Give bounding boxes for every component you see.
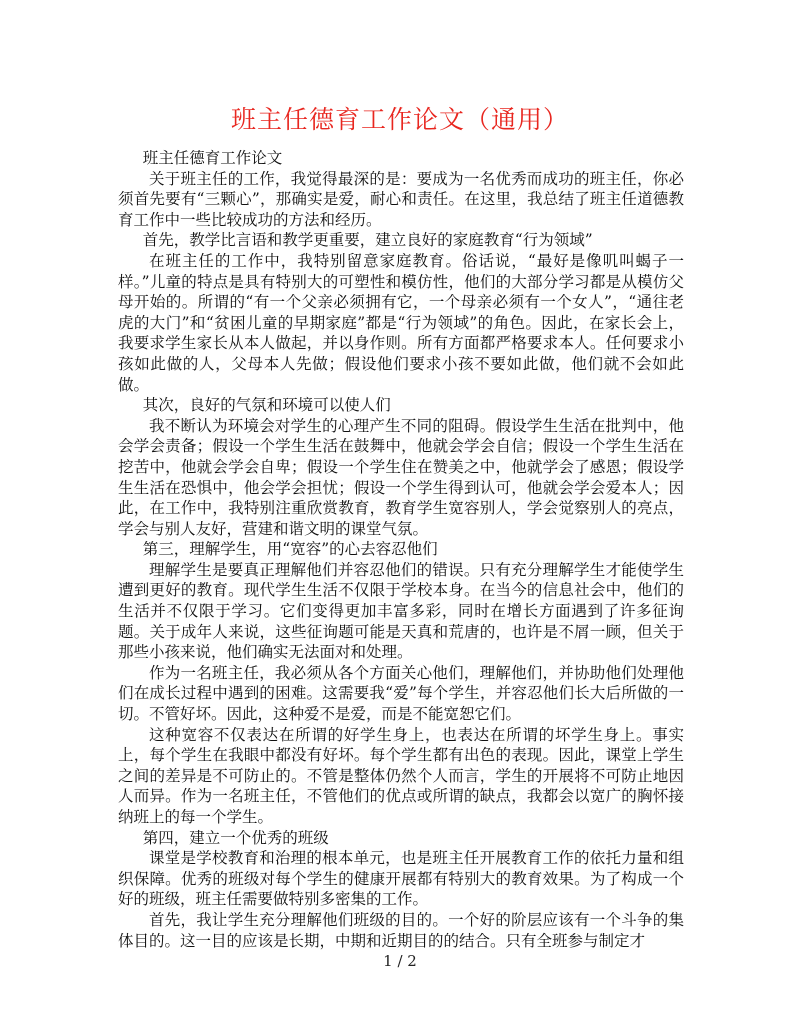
section-heading: 第四，建立一个优秀的班级: [142, 828, 329, 847]
paragraph: 这种宽容不仅表达在所谓的好学生身上，也表达在所谓的坏学生身上。事实上，每个学生在我眼中都没有好坏。每个学生都有出色的表现。因此，课堂上学生之间的差异是不可防止的。不管是整体仍然个人而言，学生的开展将不可防止地因人而异。作为一名班主任，不管他们的优点或所谓的缺点，我都会以宽广的胸怀接纳班上的每一个学生。: [118, 725, 684, 826]
section-heading: 第三，理解学生，用“宽容”的心去容忍他们: [142, 540, 438, 559]
document-body: [118, 148, 684, 951]
section-heading: 其次，良好的气氛和环境可以使人们: [142, 396, 391, 415]
paragraph: 理解学生是要真正理解他们并容忍他们的错误。只有充分理解学生才能使学生遭到更好的教育。现代学生生活不仅限于学校本身。在当今的信息社会中，他们的生活并不仅限于学习。它们变得更加丰富多彩，同时在增长方面遇到了许多征询题。关于成年人来说，这些征询题可能是天真和荒唐的，也许是不屑一顾，但关于那些小孩来说，他们确实无法面对和处理。: [118, 560, 684, 662]
paragraph: 首先，我让学生充分理解他们班级的目的。一个好的阶层应该有一个斗争的集体目的。这一目的应该是长期，中期和近期目的的结合。只有全班参与制定才: [118, 910, 684, 950]
paragraph: 课堂是学校教育和治理的根本单元，也是班主任开展教育工作的依托力量和组织保障。优秀的班级对每个学生的健康开展都有特别大的教育效果。为了构成一个好的班级，班主任需要做特别多密集的工作。: [118, 849, 684, 909]
paragraph: 我不断认为环境会对学生的心理产生不同的阻碍。假设学生生活在批判中，他会学会责备；假设一个学生生活在鼓舞中，他就会学会自信；假设一个学生生活在挖苦中，他就会学会自卑；假设一个学生住在赞美之中，他就学会了感恩；假设学生生活在恐惧中，他会学会担忧；假设一个学生得到认可，他就会学会爱本人；因此，在工作中，我特别注重欣赏教育，教育学生宽容别人，学会觉察别人的亮点，学会与别人友好，营建和谐文明的课堂气氛。: [118, 416, 684, 538]
paragraph: 在班主任的工作中，我特别留意家庭教育。俗话说，“最好是像叽叫蝎子一样。”儿童的特点是具有特别大的可塑性和模仿性，他们的大部分学习都是从模仿父母开始的。所谓的“有一个父亲必须拥有它，一个母亲必须有一个女人”，“通往老虎的大门”和“贫困儿童的早期家庭”都是“行为领域”的角色。因此，在家长会上，我要求学生家长从本人做起，并以身作则。所有方面都严格要求本人。任何要求小孩如此做的人，父母本人先做；假设他们要求小孩不要如此做，他们就不会如此做。: [118, 251, 684, 394]
section-heading: 首先，教学比言语和教学更重要，建立良好的家庭教育“行为领域”: [142, 231, 593, 250]
page-number: 1 / 2: [383, 952, 417, 970]
document-subtitle: 班主任德育工作论文: [142, 149, 283, 167]
paragraph: 关于班主任的工作，我觉得最深的是：要成为一名优秀而成功的班主任，你必须首先要有“三颗心”，那确实是爱，耐心和责任。在这里，我总结了班主任道德教育工作中一些比较成功的方法和经历。: [118, 169, 684, 229]
paragraph: 作为一名班主任，我必须从各个方面关心他们，理解他们，并协助他们处理他们在成长过程中遇到的困难。这需要我“爱”每个学生，并容忍他们长大后所做的一切。不管好坏。因此，这种爱不是爱，而是不能宽恕它们。: [118, 663, 684, 724]
document-title: 班主任德育工作论文（通用）: [230, 105, 569, 134]
